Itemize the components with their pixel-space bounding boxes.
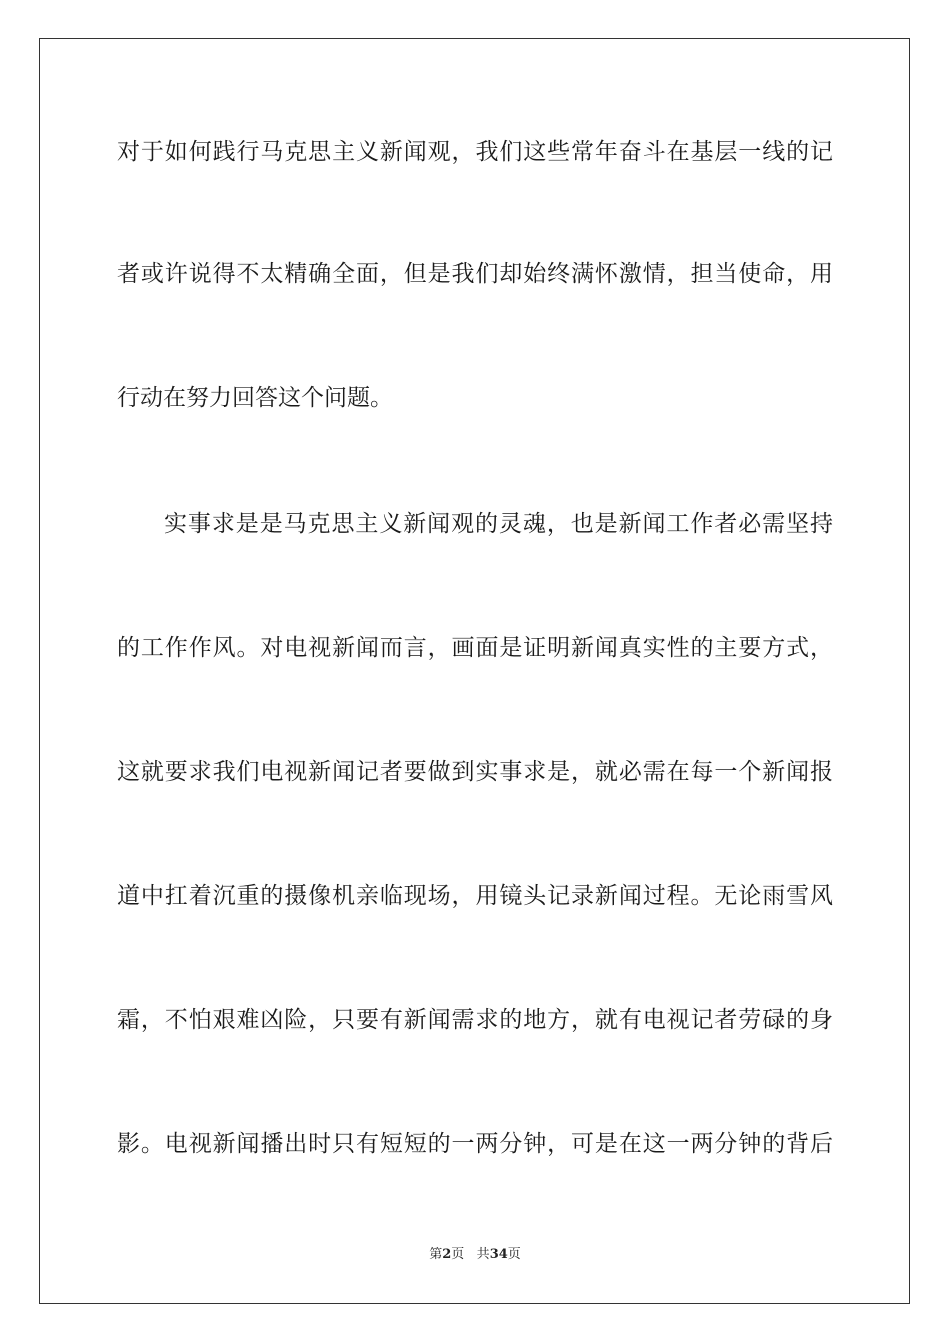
page-number: 2 <box>442 1247 452 1262</box>
total-pages: 34 <box>489 1247 508 1262</box>
paragraph-2-line-6: 影。电视新闻播出时只有短短的一两分钟，可是在这一两分钟的背后 <box>117 1131 833 1157</box>
paragraph-2-line-4: 道中扛着沉重的摄像机亲临现场，用镜头记录新闻过程。无论雨雪风 <box>117 883 833 909</box>
paragraph-2-line-1: 实事求是是马克思主义新闻观的灵魂，也是新闻工作者必需坚持 <box>164 511 833 537</box>
page-prefix: 第 <box>429 1247 443 1262</box>
paragraph-1-line-3: 行动在努力回答这个问题。 <box>117 385 393 411</box>
paragraph-2-line-2: 的工作作风。对电视新闻而言，画面是证明新闻真实性的主要方式， <box>117 635 833 661</box>
paragraph-1-line-2: 者或许说得不太精确全面，但是我们却始终满怀激情，担当使命，用 <box>117 261 833 287</box>
paragraph-2-line-3: 这就要求我们电视新闻记者要做到实事求是，就必需在每一个新闻报 <box>117 759 833 785</box>
total-suffix: 页 <box>507 1247 521 1262</box>
page-footer <box>0 1245 950 1265</box>
total-prefix: 共 <box>476 1247 490 1262</box>
page-border <box>39 38 910 1304</box>
page-suffix: 页 <box>451 1247 465 1262</box>
paragraph-2-line-5: 霜，不怕艰难凶险，只要有新闻需求的地方，就有电视记者劳碌的身 <box>117 1007 833 1033</box>
paragraph-1-line-1: 对于如何践行马克思主义新闻观，我们这些常年奋斗在基层一线的记 <box>117 139 833 165</box>
